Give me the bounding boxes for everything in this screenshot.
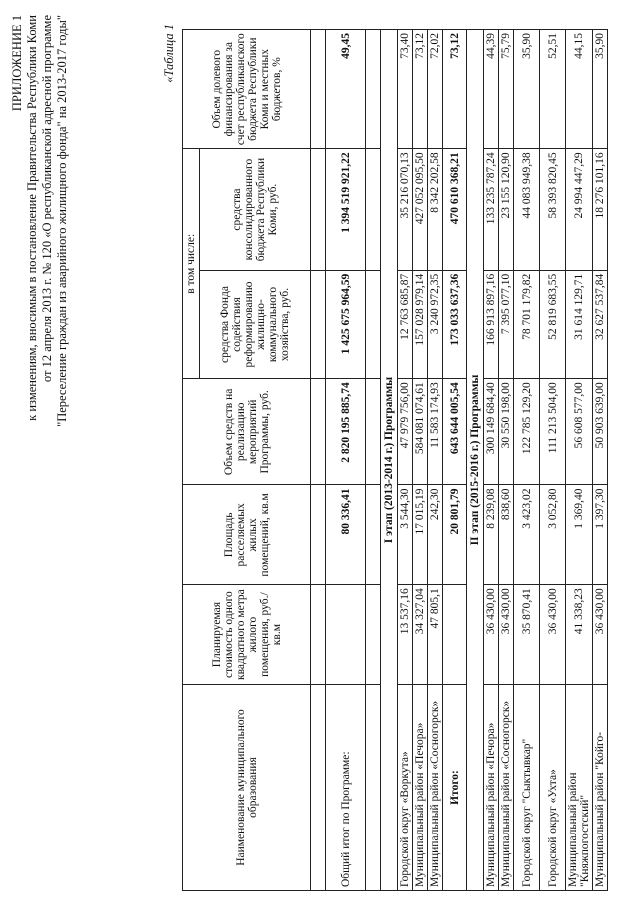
table-row: Городской округ "Сыктывкар" 35 870,41 3 423,02 122 785 129,20 78 701 179,82 44 083 949,38 35,90 bbox=[514, 30, 540, 891]
index-row bbox=[311, 30, 326, 891]
table-row: Муниципальный район «Печора» 34 327,04 17 015,19 584 081 074,61 157 028 979,14 427 052 095,50 73,12 bbox=[413, 30, 428, 891]
stage2-header: II этап (2015-2016 г.) Программы bbox=[467, 30, 484, 891]
header-line-1: к изменениям, вносимым в постановление Правительства Республики Коми bbox=[25, 15, 39, 421]
table-row: Муниципальный район «Сосногорск» 36 430,00 838,60 30 550 198,00 7 395 077,10 23 155 120,90 75,79 bbox=[499, 30, 514, 891]
table-row: Муниципальный район «Печора» 36 430,00 8 239,08 300 149 684,40 166 913 897,16 133 235 787,24 44,39 bbox=[484, 30, 499, 891]
document-header bbox=[10, 15, 70, 745]
table-label: «Таблица 1 bbox=[162, 24, 176, 83]
header-line-3: "Переселение граждан из аварийного жилищного фонда" на 2013-2017 годы" bbox=[55, 15, 69, 427]
appendix-title: ПРИЛОЖЕНИЕ 1 bbox=[10, 15, 24, 112]
table-row: Муниципальный район "Койго- 36 430,00 1 397,30 50 903 639,00 32 627 537,84 18 276 101,16 35,90 bbox=[593, 30, 608, 891]
col-header-name: Наименование муниципального образования bbox=[183, 684, 311, 890]
header-line-2: от 12 апреля 2013 г. № 120 «О республиканской адресной программе bbox=[40, 15, 54, 383]
col-header-incl: в том числе: bbox=[183, 149, 200, 379]
col-header-price: Планируемая стоимость одного квадратного метра жилого помещения, руб./кв.м bbox=[183, 585, 311, 685]
program-table bbox=[182, 29, 608, 891]
grand-total-row: Общий итог по Программе: 80 336,41 2 820 195 885,74 1 425 675 964,59 1 394 519 921,22 49,45 bbox=[326, 30, 366, 891]
table-row: Городской округ «Воркута» 13 537,16 3 544,30 47 979 756,00 12 763 685,87 35 216 070,13 73,40 bbox=[398, 30, 413, 891]
stage1-header: I этап (2013-2014 г.) Программы bbox=[381, 30, 398, 891]
col-header-fund: средства Фонда содействия реформированию жилищно-коммунального хозяйства, руб. bbox=[200, 270, 311, 378]
table-row: Городской округ «Ухта» 36 430,00 3 052,80 111 213 504,00 52 819 683,55 58 393 820,45 52,51 bbox=[540, 30, 566, 891]
stage1-total-row: Итого: 20 801,79 643 644 005,54 173 033 637,36 470 610 368,21 73,12 bbox=[443, 30, 467, 891]
col-header-area: Площадь расселяемых жилых помещений, кв.м bbox=[183, 485, 311, 585]
col-header-budget: средства консолидированного бюджета Республики Коми, руб. bbox=[200, 149, 311, 270]
table-row: Муниципальный район «Сосногорск» 47 805,1 242,30 11 583 174,93 3 240 972,35 8 342 202,58 72,02 bbox=[428, 30, 443, 891]
spacer-row bbox=[366, 30, 381, 891]
col-header-total: Объем средств на реализацию мероприятий Программы, руб. bbox=[183, 379, 311, 485]
table-row: Муниципальный район "Княжпогостский" 41 338,23 1 369,40 56 608 577,00 31 614 129,71 24 994 447,29 44,15 bbox=[566, 30, 593, 891]
col-header-share: Объем долевого финансирования за счет республиканского бюджета Республики Коми и местных бюджетов, % bbox=[183, 30, 311, 149]
